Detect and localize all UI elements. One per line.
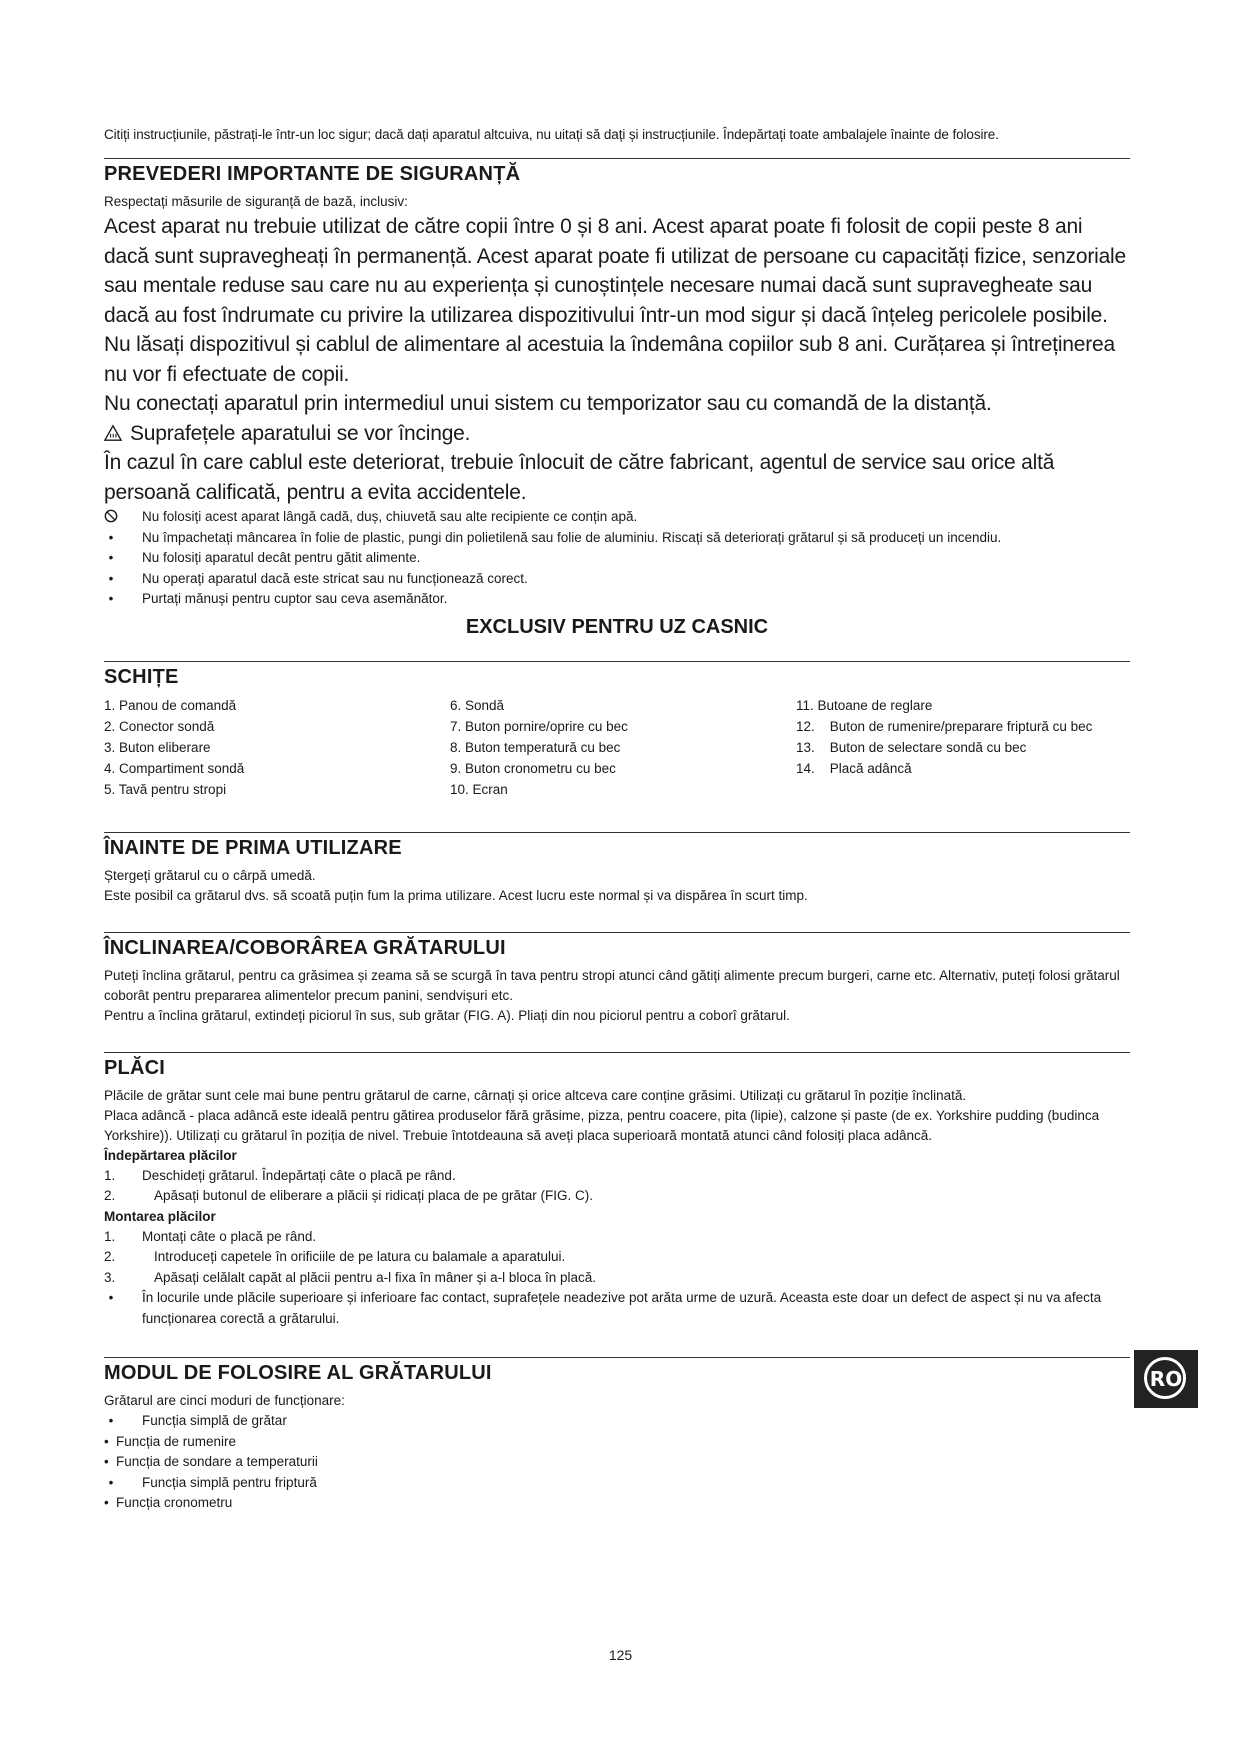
plates-text-2: Placa adâncă - placa adâncă este ideală pentru gătirea produselor fără grăsime, pizza, pentru coacere, pita (lipie), calzone și paste (de ex. Yorkshire pudding (budinca Yorkshire)). Utilizați cu grătarul în poziția de nivel. Trebuie întotdeauna să aveți placa superioară montată atunci când folosiți placa adâncă. — [104, 1107, 1100, 1143]
tilt-text-2: Pentru a înclina grătarul, extindeți piciorul în sus, sub grătar (FIG. A). Pliați din nou piciorul pentru a coborî grătarul. — [104, 1007, 790, 1023]
safety-bullet: • Nu împachetați mâncarea în folie de plastic, pungi din polietilenă sau folie de aluminiu. Riscați să deteriorați grătarul și să produceți un incendiu. — [108, 529, 1002, 545]
manual-page — [104, 126, 1130, 1514]
safety-hot-surface — [104, 419, 1130, 449]
tilt-title: ÎNCLINAREA/COBORÂREA GRĂTARULUI — [104, 936, 506, 959]
part-item: 14. Placă adâncă — [796, 760, 912, 776]
first-use-section — [104, 832, 1130, 922]
removal-step: 1. Deschideți grătarul. Îndepărtați câte o placă pe rând. — [104, 1167, 456, 1183]
safety-children-text: Acest aparat nu trebuie utilizat de către copii între 0 și 8 ani. Acest aparat poate fi folosit de copii peste 8 ani dacă sunt supravegheați în permanență. Acest aparat poate fi utilizat de persoane cu capacități fizice, senzoriale sau mentale reduse sau care nu au experiența și cunoștințele necesare numai dacă sunt supravegheate sau dacă au fost îndrumate cu privire la utilizarea dispozitivului într-un mod sigur și dacă înțeleg pericolele posibile. Nu lăsați dispozitivul și cablul de alimentare al acestuia la îndemâna copiilor sub 8 ani. Curățarea și întreținerea nu vor fi efectuate de copii. — [104, 215, 1127, 386]
mode-item: • Funcția cronometru — [104, 1495, 233, 1510]
plates-fitting-title: Montarea plăcilor — [104, 1208, 216, 1224]
plates-fitting-steps — [104, 1227, 1130, 1289]
safety-section — [104, 158, 1130, 639]
safety-list — [104, 507, 1130, 610]
part-item: 11. Butoane de reglare — [796, 697, 933, 713]
modes-title: MODUL DE FOLOSIRE AL GRĂTARULUI — [104, 1362, 492, 1384]
part-item: 6. Sondă — [450, 697, 505, 713]
mode-item: • Funcția simplă de grătar — [108, 1413, 287, 1428]
first-use-text-1: Ștergeți grătarul cu o cârpă umedă. — [104, 867, 316, 883]
tilt-text-1: Puteți înclina grătarul, pentru ca grăsimea și zeama să se scurgă în tava pentru stropi atunci când gătiți alimente precum burgeri, carne etc. Alternativ, puteți folosi grătarul coborât pentru prepararea alimentelor precum panini, sendvișuri etc. — [104, 967, 1120, 1003]
part-item: 1. Panou de comandă — [104, 697, 237, 713]
prohibit-item — [104, 507, 1130, 528]
prohibit-text: Nu folosiți acest aparat lângă cadă, duș, chiuvetă sau alte recipiente ce conțin apă. — [142, 509, 638, 524]
modes-section — [104, 1357, 1130, 1514]
safety-lead: Respectați măsurile de siguranță de bază, inclusiv: — [104, 194, 408, 209]
part-item: 13. Buton de selectare sondă cu bec — [796, 739, 1027, 755]
mode-item: • Funcția de sondare a temperaturii — [104, 1454, 318, 1469]
safety-cable-text: În cazul în care cablul este deteriorat, trebuie înlocuit de către fabricant, agentul de service sau orice altă persoană calificată, pentru a evita accidentele. — [104, 451, 1055, 504]
parts-column-1 — [104, 695, 450, 800]
fitting-step: 2. Introduceți capetele în orificiile de pe latura cu balamale a aparatului. — [104, 1249, 566, 1264]
sketches-title: SCHIȚE — [104, 665, 179, 688]
tilt-section — [104, 932, 1130, 1042]
warning-hot-surface-icon — [104, 424, 122, 442]
page-number: 125 — [608, 1647, 633, 1663]
intro-text: Citiți instrucțiunile, păstrați-le într-un loc sigur; dacă dați aparatul altcuiva, nu uitați să dați și instrucțiunile. Îndepărtați toate ambalajele înainte de folosire. — [104, 127, 999, 142]
modes-list — [104, 1411, 1130, 1514]
household-only-heading: EXCLUSIV PENTRU UZ CASNIC — [465, 615, 769, 638]
safety-timer-text: Nu conectați aparatul prin intermediul unui sistem cu temporizator sau cu comandă de la distanță. — [104, 392, 992, 415]
hot-surface-text: Suprafețele aparatului se vor încinge. — [130, 421, 471, 445]
plates-removal-steps — [104, 1166, 1130, 1207]
plates-section — [104, 1052, 1130, 1348]
sketches-section — [104, 661, 1130, 822]
part-item: 2. Conector sondă — [104, 718, 215, 734]
first-use-text-2: Este posibil ca grătarul dvs. să scoată puțin fum la prima utilizare. Acest lucru este normal și va dispărea în scurt timp. — [104, 887, 808, 903]
modes-lead: Grătarul are cinci moduri de funcționare: — [104, 1393, 345, 1408]
part-item: 9. Buton cronometru cu bec — [450, 760, 616, 776]
badge-label: RO — [1149, 1367, 1183, 1391]
part-item: 8. Buton temperatură cu bec — [450, 739, 621, 755]
plates-note-list — [104, 1288, 1130, 1329]
part-item: 4. Compartiment sondă — [104, 760, 245, 776]
removal-step: 2. Apăsați butonul de eliberare a plăcii și ridicați placa de pe grătar (FIG. C). — [104, 1188, 593, 1203]
mode-item: • Funcția simplă pentru friptură — [108, 1474, 317, 1490]
mode-item: • Funcția de rumenire — [104, 1433, 237, 1449]
first-use-title: ÎNAINTE DE PRIMA UTILIZARE — [104, 836, 402, 859]
fitting-step: 1. Montați câte o placă pe rând. — [104, 1228, 317, 1244]
part-item: 7. Buton pornire/oprire cu bec — [450, 718, 628, 734]
part-item: 5. Tavă pentru stropi — [104, 781, 227, 797]
plates-removal-title: Îndepărtarea plăcilor — [104, 1147, 237, 1163]
part-item: 12. Buton de rumenire/preparare friptură cu bec — [796, 718, 1093, 734]
parts-column-3 — [796, 695, 1130, 800]
plates-text-1: Plăcile de grătar sunt cele mai bune pentru grătarul de carne, cârnați și orice altceva care conține grăsimi. Utilizați cu grătarul în poziție înclinată. — [104, 1087, 967, 1103]
fitting-step: 3. Apăsați celălalt capăt al plăcii pentru a-l fixa în mâner și a-l bloca în placă. — [104, 1269, 596, 1285]
parts-column-2 — [450, 695, 796, 800]
part-item: 3. Buton eliberare — [104, 739, 211, 755]
language-badge — [1134, 1350, 1198, 1408]
part-item: 10. Ecran — [450, 781, 508, 797]
parts-list — [104, 695, 1130, 800]
plates-title: PLĂCI — [104, 1056, 165, 1079]
prohibit-icon — [104, 507, 118, 528]
plates-note: • În locurile unde plăcile superioare și inferioare fac contact, suprafețele neadezive pot arăta urme de uzură. Aceasta este doar un defect de aspect și nu va afecta funcționarea corectă a grătarului. — [108, 1290, 1102, 1326]
safety-bullet: • Purtați mănuși pentru cuptor sau ceva asemănător. — [108, 591, 448, 606]
safety-bullet: • Nu operați aparatul dacă este stricat sau nu funcționează corect. — [108, 570, 528, 586]
safety-title: PREVEDERI IMPORTANTE DE SIGURANȚĂ — [104, 163, 521, 185]
safety-bullet: • Nu folosiți aparatul decât pentru gătit alimente. — [108, 550, 421, 565]
